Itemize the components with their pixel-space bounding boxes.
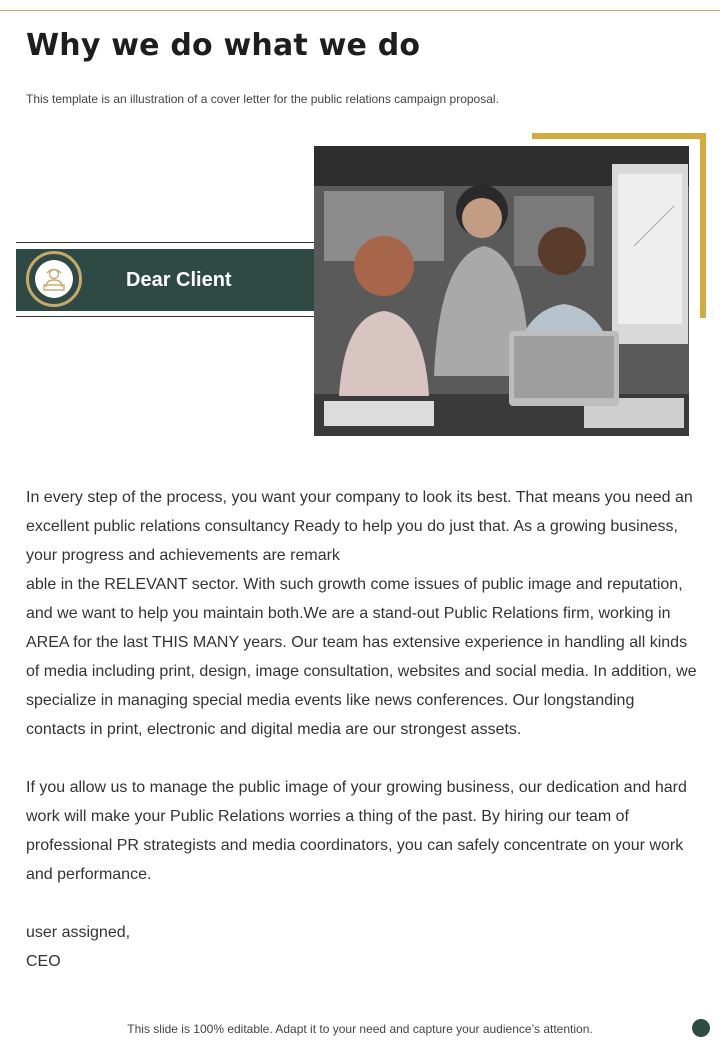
letter-line: specialize in managing special media events like news conferences. Our longstanding (26, 692, 635, 709)
band-divider-bottom (16, 316, 316, 317)
letter-line: work will make your Public Relations worries a thing of the past. By hiring our team of (26, 808, 629, 825)
team-photo (314, 146, 689, 436)
letter-line: your progress and achievements are remark (26, 547, 340, 564)
paragraph-gap (26, 744, 698, 773)
footer-note: This slide is 100% editable. Adapt it to your need and capture your audience’s attention. (127, 1022, 593, 1036)
salutation-label: Dear Client (126, 269, 232, 291)
letter-line: able in the RELEVANT sector. With such growth come issues of public image and reputation, (26, 576, 683, 593)
letter-line: excellent public relations consultancy Ready to help you do just that. As a growing business, (26, 518, 678, 535)
letter-line: and we want to help you maintain both.We are a stand-out Public Relations firm, working in (26, 605, 671, 622)
letter-line: AREA for the last THIS MANY years. Our team has extensive experience in handling all kinds (26, 634, 688, 651)
page-subtitle: This template is an illustration of a cover letter for the public relations campaign proposal. (26, 92, 499, 106)
letter-line: If you allow us to manage the public image of your growing business, our dedication and hard (26, 779, 687, 796)
letter-line: In every step of the process, you want your company to look its best. That means you need an (26, 489, 693, 506)
paragraph-gap (26, 889, 698, 918)
letter-line: of media including print, design, image consultation, websites and social media. In addition, we (26, 663, 697, 680)
top-divider (0, 10, 720, 11)
signature-title: CEO (26, 953, 61, 970)
footer-dot-icon (692, 1019, 710, 1037)
letter-line: professional PR strategists and media coordinators, you can safely concentrate on your work (26, 837, 684, 854)
letter-body (26, 483, 698, 976)
salutation-band (16, 249, 316, 311)
badge-ring (26, 251, 82, 307)
letter-line: contacts in print, electronic and digital media are our strongest assets. (26, 721, 522, 738)
page-title: Why we do what we do (26, 28, 421, 63)
letter-line: and performance. (26, 866, 152, 883)
band-divider-top (16, 242, 316, 243)
person-desk-icon (35, 260, 73, 298)
signature-name: user assigned, (26, 924, 131, 941)
